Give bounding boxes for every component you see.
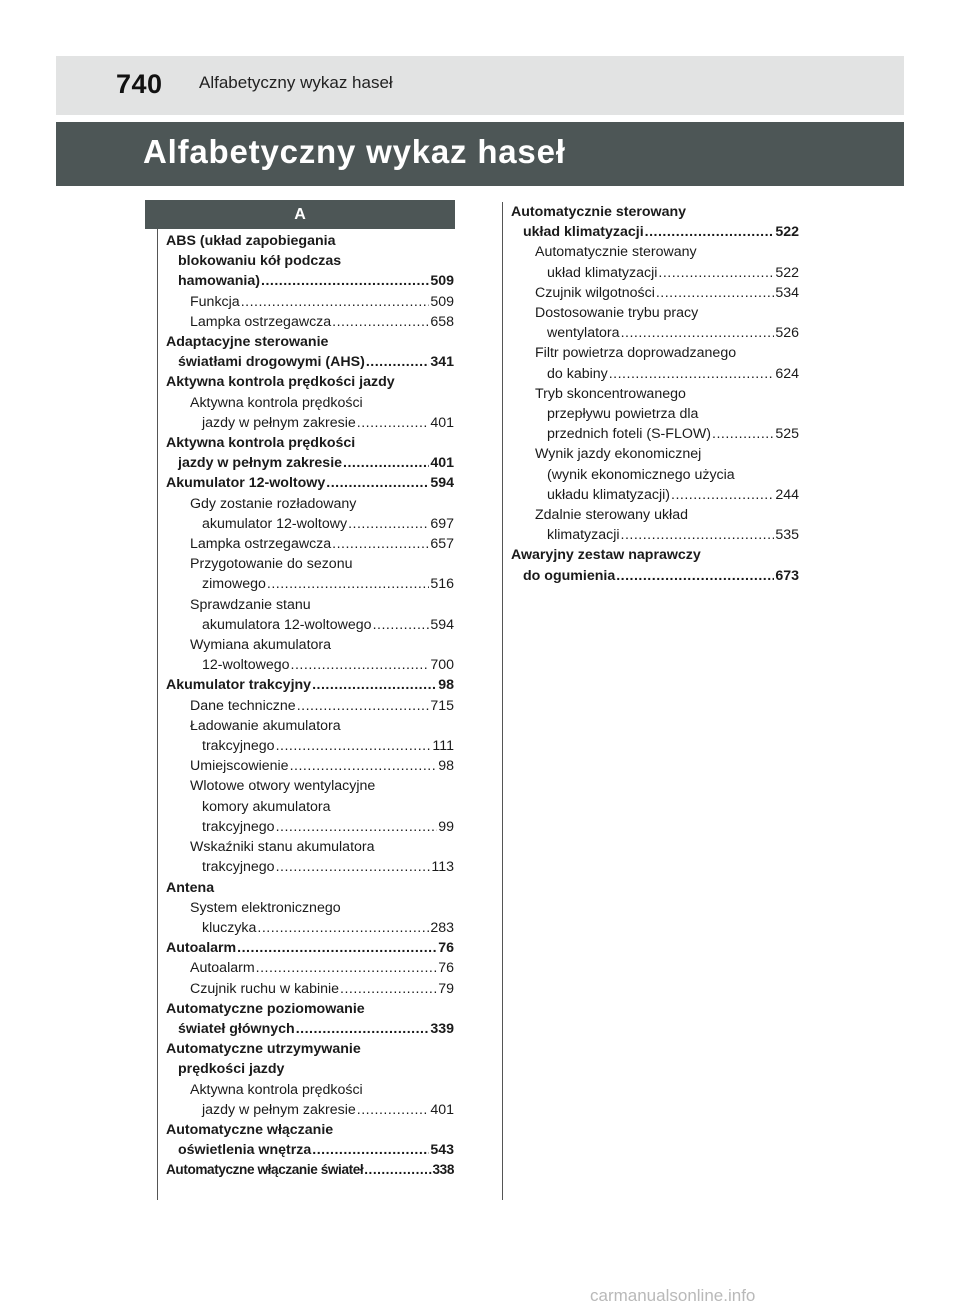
index-subentry-page: 526 [775, 325, 799, 342]
title-bar [56, 122, 904, 186]
index-entry[interactable] [166, 473, 454, 493]
index-subentry-label: zimowego [202, 576, 266, 593]
index-subentry-label: do kabiny [547, 365, 608, 382]
index-subentry[interactable] [166, 918, 454, 938]
index-subentry-label: akumulator 12-woltowy [202, 515, 348, 532]
index-entry-text: Antena [166, 879, 215, 896]
index-subentry-text: (wynik ekonomicznego użycia [547, 466, 735, 483]
index-subentry[interactable] [166, 736, 454, 756]
index-subentry-text: Aktywna kontrola prędkości [190, 1081, 363, 1098]
index-subentry-page: 98 [438, 758, 454, 775]
index-entry[interactable] [166, 271, 454, 291]
index-entry-page: 341 [430, 354, 454, 371]
index-subentry-label: Umiejscowienie [190, 758, 289, 775]
index-entry-page: 401 [430, 455, 454, 472]
index-subentry-page: 401 [430, 1101, 454, 1118]
index-subentry[interactable] [511, 323, 799, 343]
index-subentry[interactable] [166, 979, 454, 999]
index-subentry-text: Przygotowanie do sezonu [190, 556, 353, 573]
index-subentry-label: trakcyjnego [202, 859, 275, 876]
index-entry-label: jazdy w pełnym zakresie [178, 455, 343, 472]
index-entry-label: hamowania) [178, 273, 260, 290]
index-subentry-page: 522 [775, 264, 799, 281]
index-subentry-text: Ładowanie akumulatora [190, 717, 341, 734]
index-subentry-text: komory akumulatora [202, 798, 331, 815]
index-entry-text: blokowaniu kół podczas [178, 253, 342, 270]
index-subentry[interactable] [511, 424, 799, 444]
index-subentry-page: 244 [775, 486, 799, 503]
index-subentry-text: Wskaźniki stanu akumulatora [190, 839, 375, 856]
index-subentry-page: 535 [775, 527, 799, 544]
index-subentry[interactable] [166, 696, 454, 716]
page-title: Alfabetyczny wykaz haseł [143, 133, 566, 170]
index-subentry-page: 99 [438, 818, 454, 835]
index-entry-label: świateł głównych [178, 1020, 295, 1037]
running-title: Alfabetyczny wykaz haseł [199, 73, 393, 92]
index-subentry[interactable] [511, 525, 799, 545]
index-subentry-text: System elektronicznego [190, 899, 341, 916]
index-subentry[interactable] [166, 655, 454, 675]
index-entry-page: 522 [775, 224, 799, 241]
index-subentry-label: trakcyjnego [202, 738, 275, 755]
index-subentry[interactable] [166, 534, 454, 554]
index-subentry-page: 525 [775, 426, 799, 443]
index-subentry-page: 401 [430, 414, 454, 431]
index-subentry-label: Dane techniczne [190, 697, 296, 714]
index-entry-text: Automatyczne utrzymywanie [166, 1041, 361, 1058]
index-column-right [503, 202, 799, 586]
index-subentry-text: Dostosowanie trybu pracy [535, 305, 699, 322]
index-subentry-label: jazdy w pełnym zakresie [202, 414, 356, 431]
index-subentry-label: układ klimatyzacji [547, 264, 658, 281]
index-subentry[interactable] [166, 817, 454, 837]
index-entry[interactable] [166, 1019, 454, 1039]
index-subentry[interactable] [166, 574, 454, 594]
index-subentry-page: 658 [430, 313, 454, 330]
index-subentry-page: 594 [430, 616, 454, 633]
index-subentry-label: trakcyjnego [202, 818, 275, 835]
section-letter-header: A [145, 200, 455, 229]
index-subentry[interactable] [166, 312, 454, 332]
index-subentry[interactable] [166, 292, 454, 312]
index-entry-text: prędkości jazdy [178, 1061, 285, 1078]
index-entry-text: Automatyczne poziomowanie [166, 1000, 365, 1017]
index-entry-label: światłami drogowymi (AHS) [178, 354, 365, 371]
index-subentry[interactable] [511, 263, 799, 283]
index-subentry-label: Funkcja [190, 293, 240, 310]
index-entry[interactable] [166, 1140, 454, 1160]
index-subentry-text: Wymiana akumulatora [190, 637, 332, 654]
index-entry-text: Automatyczne włączanie [166, 1121, 334, 1138]
page-number: 740 [116, 69, 163, 99]
index-entry-text: Automatycznie sterowany [511, 204, 687, 220]
index-entry-page: 338 [432, 1162, 454, 1178]
index-subentry-label: kluczyka [202, 919, 257, 936]
index-column-left [158, 200, 454, 1181]
index-subentry[interactable] [511, 283, 799, 303]
index-subentry-label: Czujnik wilgotności [535, 284, 655, 301]
index-subentry-text: Gdy zostanie rozładowany [190, 495, 357, 512]
index-subentry[interactable] [166, 514, 454, 534]
index-subentry-label: wentylatora [547, 325, 620, 342]
index-subentry-page: 700 [430, 657, 454, 674]
index-entry-page: 673 [775, 567, 799, 584]
index-subentry[interactable] [166, 413, 454, 433]
index-subentry-text: przepływu powietrza dla [547, 406, 699, 423]
header-bar [56, 56, 904, 115]
index-subentry-text: Zdalnie sterowany układ [535, 507, 688, 524]
index-subentry-text: Automatycznie sterowany [535, 244, 697, 261]
index-subentry-page: 657 [430, 536, 454, 553]
index-subentry-label: 12-woltowego [202, 657, 290, 674]
index-entry[interactable] [166, 453, 454, 473]
index-subentry[interactable] [166, 615, 454, 635]
index-entry-text: Aktywna kontrola prędkości jazdy [166, 374, 395, 391]
index-subentry[interactable] [166, 958, 454, 978]
index-entry-page: 543 [430, 1142, 454, 1159]
index-subentry[interactable] [511, 364, 799, 384]
index-subentry-page: 76 [438, 960, 454, 977]
index-entry-label: Autoalarm [166, 940, 237, 957]
index-entry-page: 594 [430, 475, 454, 492]
index-subentry-label: Autoalarm [190, 960, 255, 977]
index-entry-label: oświetlenia wnętrza [178, 1142, 312, 1159]
index-subentry-label: Czujnik ruchu w kabinie [190, 980, 340, 997]
index-subentry-label: akumulatora 12-woltowego [202, 616, 372, 633]
watermark-text: carmanualsonline.info [590, 1286, 756, 1305]
index-entry-page: 339 [430, 1020, 454, 1037]
index-entry-label: Akumulator 12-woltowy [166, 475, 326, 492]
index-subentry[interactable] [166, 857, 454, 877]
index-entry-page: 98 [438, 677, 454, 694]
index-subentry-page: 509 [430, 293, 454, 310]
index-entry-label: do ogumienia [523, 567, 616, 584]
index-subentry-text: Aktywna kontrola prędkości [190, 394, 363, 411]
index-entry[interactable] [166, 1160, 454, 1180]
index-subentry-page: 111 [432, 738, 454, 755]
index-subentry[interactable] [511, 485, 799, 505]
index-entry-label: układ klimatyzacji [523, 224, 644, 241]
index-entry[interactable] [166, 938, 454, 958]
index-subentry[interactable] [166, 1100, 454, 1120]
index-entry-text: ABS (układ zapobiegania [166, 233, 336, 249]
index-subentry-label: Lampka ostrzegawcza [190, 536, 332, 553]
index-entry-label: Automatyczne włączanie świateł [166, 1162, 364, 1178]
index-entry-text: Aktywna kontrola prędkości [166, 435, 356, 452]
index-subentry-label: Lampka ostrzegawcza [190, 313, 332, 330]
index-entry[interactable] [511, 566, 799, 586]
index-entry[interactable] [511, 222, 799, 242]
index-subentry-page: 113 [431, 859, 454, 876]
index-entry-label: Akumulator trakcyjny [166, 677, 312, 694]
index-subentry[interactable] [166, 756, 454, 776]
index-subentry-label: przednich foteli (S-FLOW) [547, 426, 711, 443]
index-entry-text: Adaptacyjne sterowanie [166, 334, 329, 351]
index-subentry-label: klimatyzacji [547, 527, 620, 544]
index-subentry-text: Filtr powietrza doprowadzanego [535, 345, 737, 362]
index-subentry-page: 79 [438, 980, 454, 997]
index-subentry-label: układu klimatyzacji) [547, 486, 670, 503]
index-entry-text: Awaryjny zestaw naprawczy [511, 547, 701, 564]
index-subentry-page: 715 [430, 697, 454, 714]
index-entry-page: 509 [430, 273, 454, 290]
index-entry[interactable] [166, 352, 454, 372]
index-subentry-text: Wynik jazdy ekonomicznej [535, 446, 702, 463]
index-subentry-page: 534 [775, 284, 799, 301]
index-subentry-page: 697 [430, 515, 454, 532]
index-subentry-page: 283 [430, 919, 454, 936]
index-entry[interactable] [166, 675, 454, 695]
index-subentry-text: Wlotowe otwory wentylacyjne [190, 778, 376, 795]
index-subentry-text: Tryb skoncentrowanego [535, 385, 686, 402]
index-subentry-text: Sprawdzanie stanu [190, 596, 311, 613]
index-subentry-page: 516 [430, 576, 454, 593]
index-subentry-label: jazdy w pełnym zakresie [202, 1101, 356, 1118]
index-entry-page: 76 [438, 940, 454, 957]
index-subentry-page: 624 [775, 365, 799, 382]
